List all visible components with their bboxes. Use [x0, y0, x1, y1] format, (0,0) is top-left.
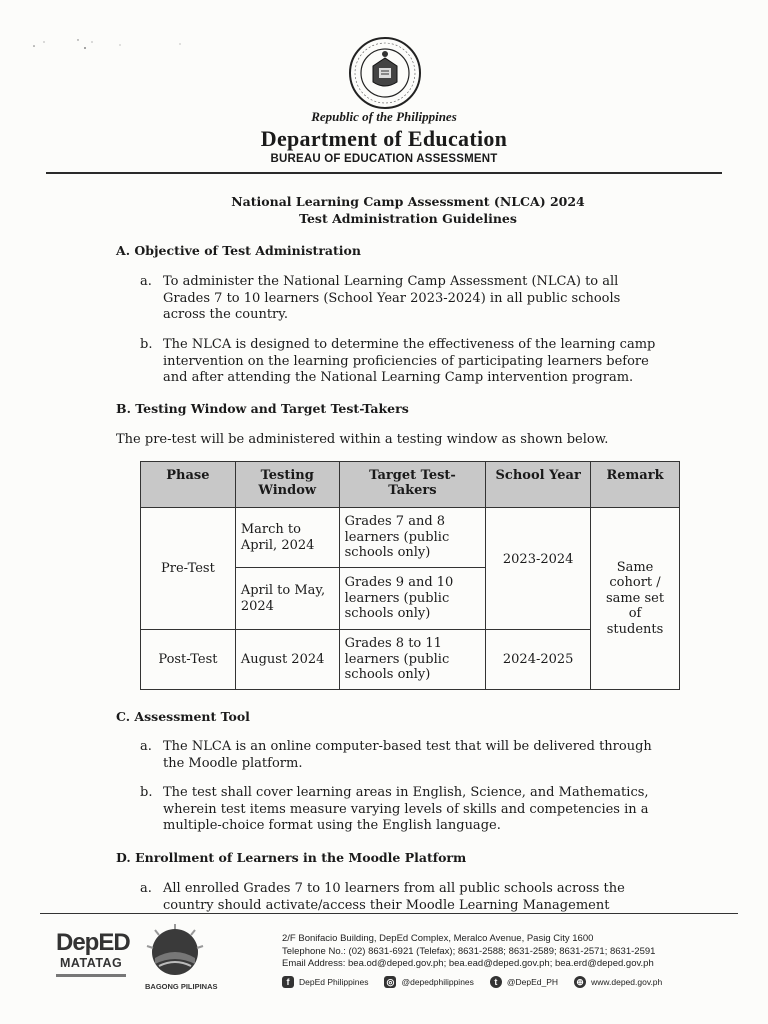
item-line: intervention on the learning proficiencies of participating learners before: [163, 353, 649, 369]
section-a-heading: A. Objective of Test Administration: [116, 243, 361, 258]
footer-telephone: Telephone No.: (02) 8631-6921 (Telefax); 8631-2588; 8631-2589; 8631-2571; 8631-2591: [282, 945, 656, 957]
republic-heading: Republic of the Philippines: [311, 109, 457, 124]
section-b-heading: B. Testing Window and Target Test-Takers: [116, 401, 409, 416]
section-c-item-a: [140, 739, 685, 775]
section-c-item-b: [140, 785, 685, 837]
twitter-link[interactable]: t @DepEd_PH: [490, 976, 558, 988]
item-line: Grades 7 to 10 learners (School Year 2023-2024) in all public schools: [163, 290, 621, 306]
item-line: All enrolled Grades 7 to 10 learners from all public schools across the: [163, 881, 625, 896]
header-phase: Phase: [141, 462, 236, 508]
cell-window: August 2024: [235, 630, 339, 690]
item-line: the Moodle platform.: [163, 755, 303, 771]
header-school-year: School Year: [486, 462, 591, 508]
item-label: a.: [140, 881, 152, 896]
title-line-2: Test Administration Guidelines: [299, 211, 517, 226]
footer-contact-info: [282, 933, 655, 971]
item-line: The test shall cover learning areas in English, Science, and Mathematics,: [163, 785, 649, 800]
header-remark: Remark: [591, 462, 680, 508]
website-link[interactable]: ⊕ www.deped.gov.ph: [574, 976, 662, 988]
header-divider: [46, 172, 722, 174]
footer-address: 2/F Bonifacio Building, DepEd Complex, Meralco Avenue, Pasig City 1600: [282, 933, 594, 944]
section-c-heading: C. Assessment Tool: [116, 709, 250, 724]
footer-divider: [40, 913, 738, 914]
title-line-1: National Learning Camp Assessment (NLCA) 2024: [231, 194, 585, 209]
cell-window: April to May, 2024: [235, 568, 339, 630]
cell-target: Grades 8 to 11 learners (public schools only): [339, 630, 486, 690]
document-title: [0, 193, 768, 227]
matatag-underline: [56, 974, 126, 977]
item-line: To administer the National Learning Camp Assessment (NLCA) to all: [163, 274, 619, 289]
bagong-pilipinas-logo: [145, 924, 227, 990]
section-d-item-a: [140, 881, 685, 915]
cell-target: Grades 7 and 8 learners (public schools only): [339, 508, 486, 568]
bagong-pilipinas-text: BAGONG PILIPINAS: [145, 982, 218, 991]
bagong-pilipinas-emblem-icon: [145, 924, 227, 976]
item-label: b.: [140, 785, 153, 800]
scan-specks: [30, 36, 190, 56]
footer-social-links: [282, 976, 678, 988]
header-testing-window: Testing Window: [235, 462, 339, 508]
bureau-heading: BUREAU OF EDUCATION ASSESSMENT: [270, 153, 498, 165]
testing-window-table: [140, 461, 680, 690]
item-line: The NLCA is designed to determine the effectiveness of the learning camp: [163, 337, 656, 352]
cell-phase-post-test: Post-Test: [141, 630, 236, 690]
item-label: a.: [140, 739, 152, 754]
twitter-icon: t: [490, 976, 502, 988]
section-a-item-a: [140, 274, 685, 326]
item-label: a.: [140, 274, 152, 289]
section-a-item-b: [140, 337, 685, 389]
item-label: b.: [140, 337, 153, 352]
deped-logo-text: DepED: [56, 929, 130, 956]
footer-email: Email Address: bea.od@deped.gov.ph; bea.ead@deped.gov.ph; bea.erd@deped.gov.ph: [282, 958, 654, 969]
cell-phase-pre-test: Pre-Test: [141, 508, 236, 630]
department-heading: Department of Education: [260, 126, 508, 151]
cell-school-year-pre: 2023-2024: [486, 508, 591, 630]
deped-matatag-logo: [56, 930, 136, 990]
cell-window: March to April, 2024: [235, 508, 339, 568]
item-line: multiple-choice format using the English language.: [163, 818, 501, 833]
item-line: The NLCA is an online computer-based test that will be delivered through: [163, 739, 652, 754]
cell-school-year-post: 2024-2025: [486, 630, 591, 690]
globe-icon: ⊕: [574, 976, 586, 988]
table-header-row: [141, 462, 680, 508]
facebook-link[interactable]: f DepEd Philippines: [282, 976, 368, 988]
item-line: and after attending the National Learning Camp intervention program.: [163, 370, 634, 385]
facebook-icon: f: [282, 976, 294, 988]
cell-target: Grades 9 and 10 learners (public schools only): [339, 568, 486, 630]
section-b-intro: The pre-test will be administered within a testing window as shown below.: [116, 432, 609, 447]
deped-seal-icon: [348, 36, 422, 110]
instagram-link[interactable]: ◎ @depedphilippines: [384, 976, 473, 988]
item-line: across the country.: [163, 307, 289, 322]
item-line: country should activate/access their Moodle Learning Management: [163, 897, 610, 913]
section-d-heading: D. Enrollment of Learners in the Moodle Platform: [116, 850, 467, 865]
matatag-text: MATATAG: [60, 956, 123, 970]
cell-remark: Same cohort / same set of students: [591, 508, 680, 690]
table-row: [141, 508, 680, 568]
instagram-icon: ◎: [384, 976, 396, 988]
item-line: wherein test items measure varying levels of skills and competencies in a: [163, 801, 649, 817]
header-target-test-takers: Target Test- Takers: [339, 462, 486, 508]
